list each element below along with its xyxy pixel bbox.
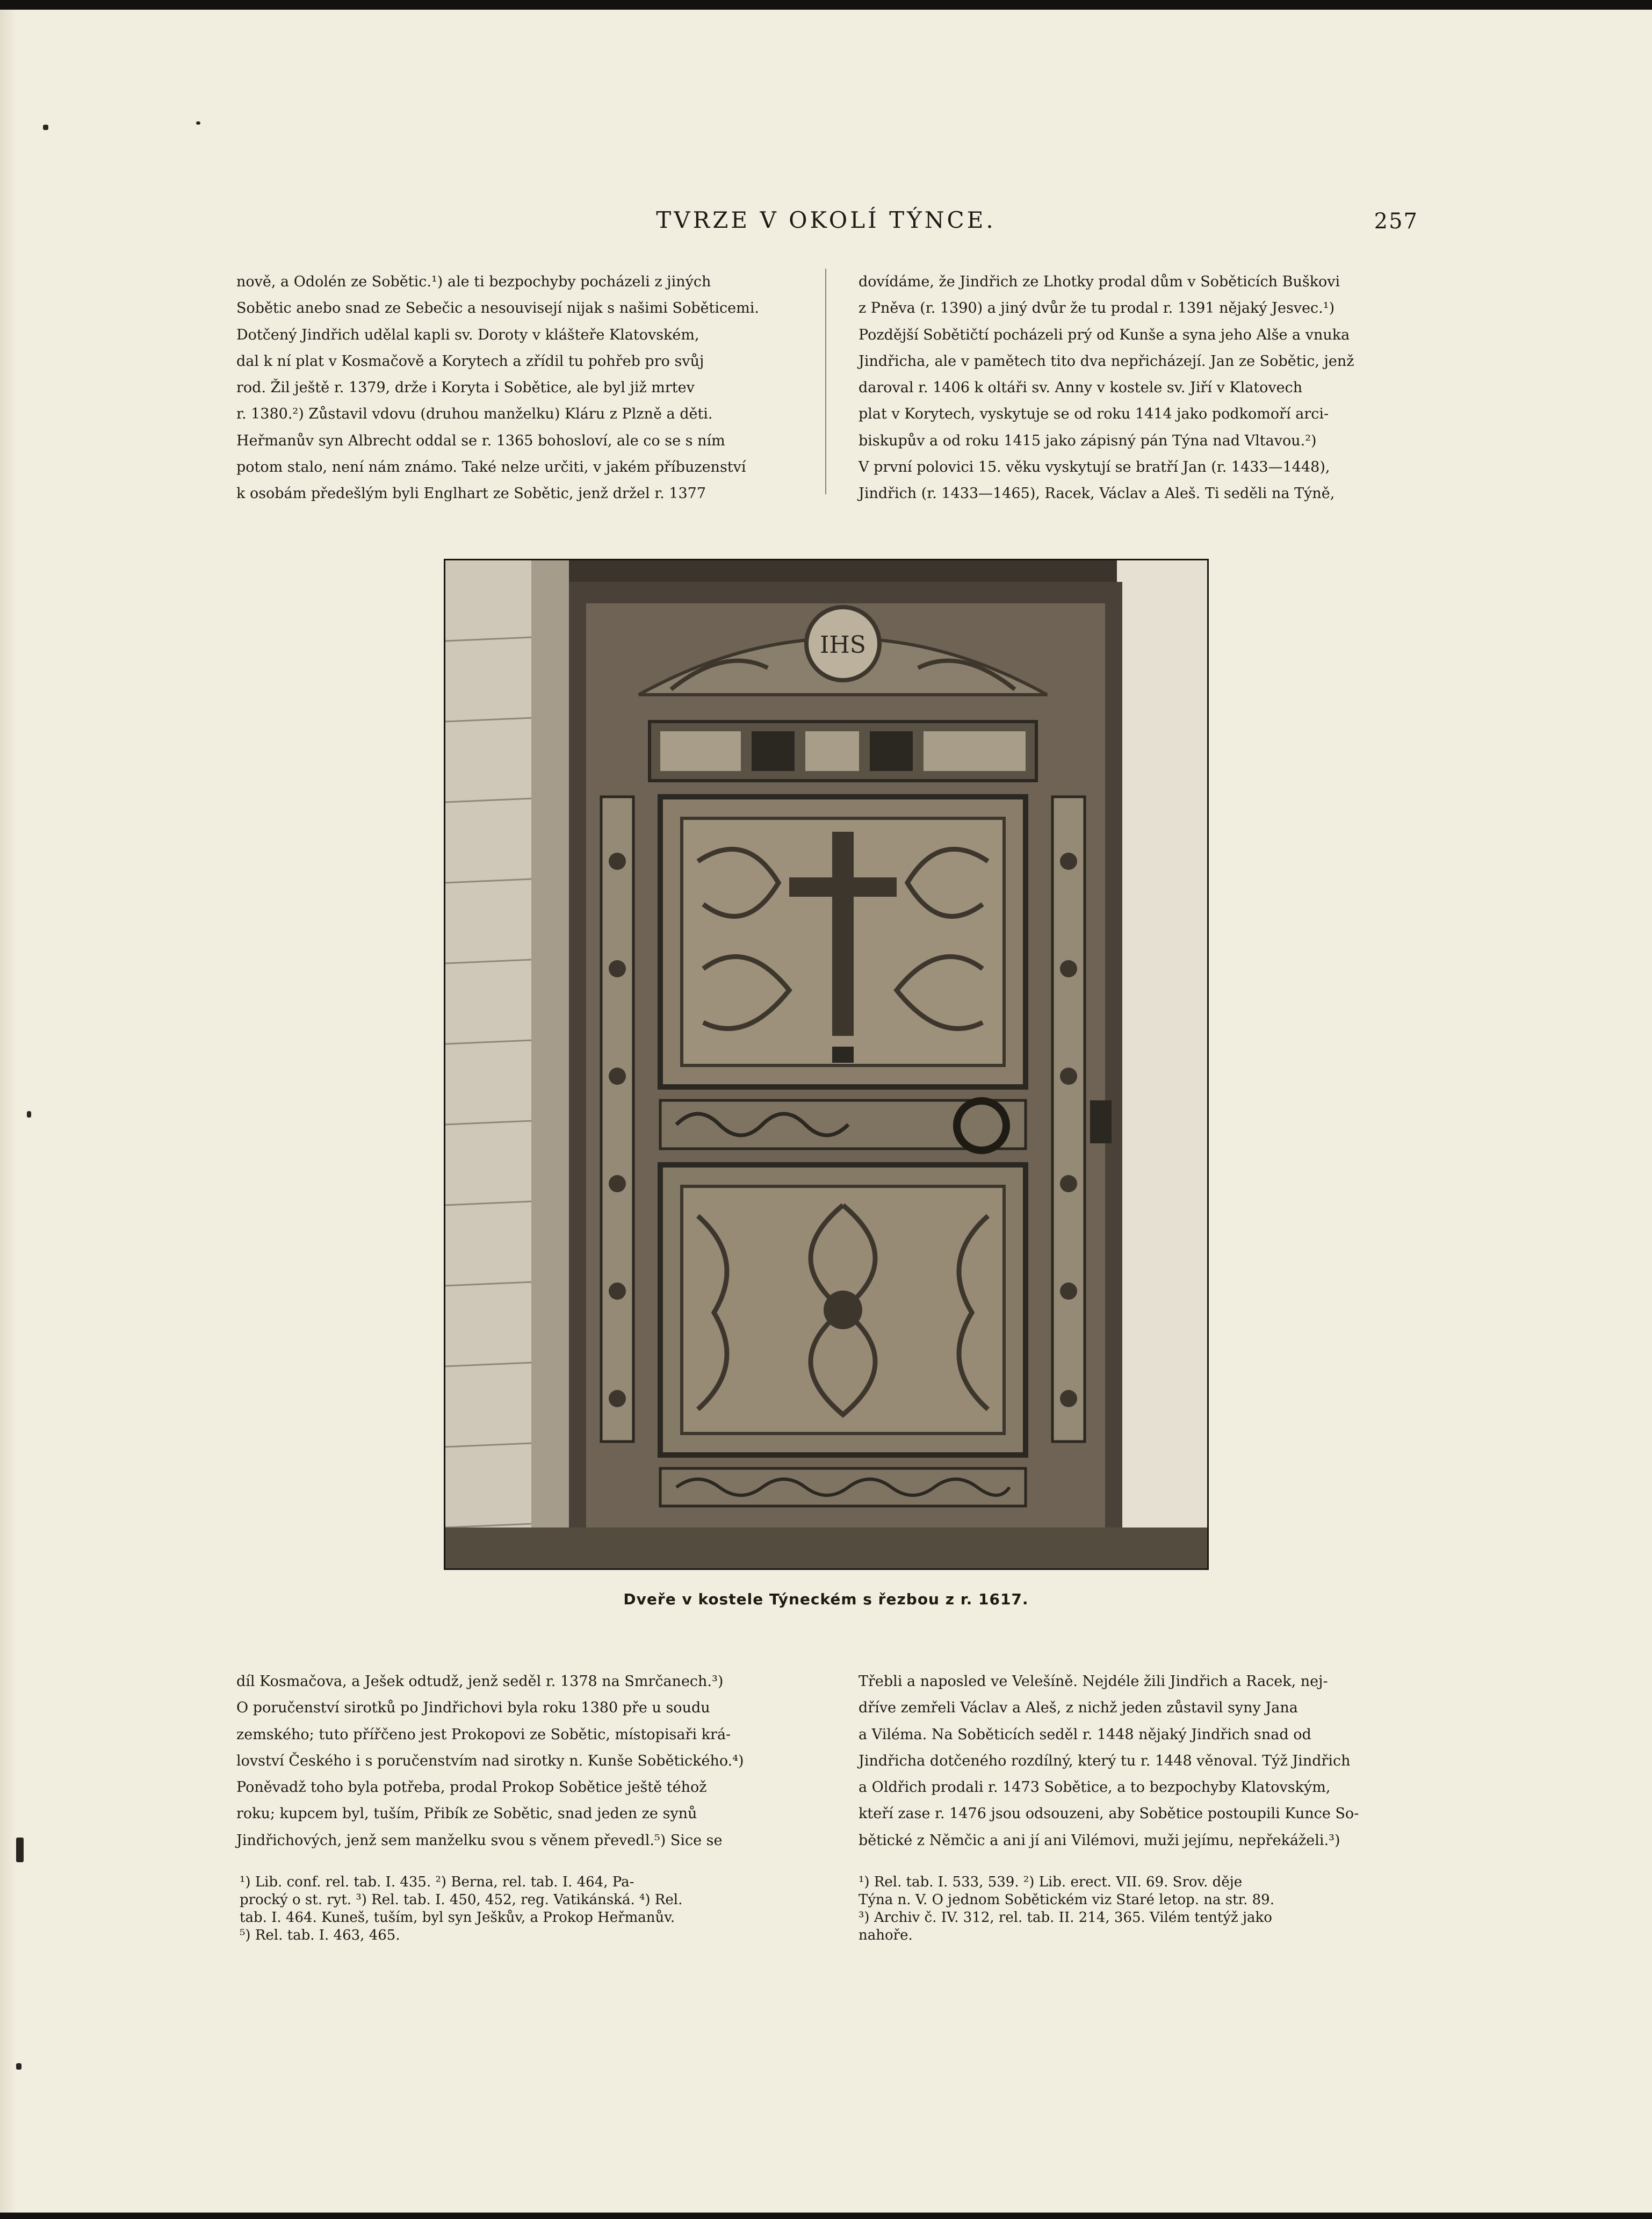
text-line: a Viléma. Na Soběticích seděl r. 1448 nějaký Jindřich snad od bbox=[859, 1726, 1311, 1743]
text-line: Sobětic anebo snad ze Sebečic a nesouvisejí nijak s našimi Soběticemi. bbox=[236, 300, 759, 317]
text-line: zemského; tuto přířčeno jest Prokopovi ze Sobětic, místopisaři krá- bbox=[236, 1726, 731, 1743]
text-column-bottom-left bbox=[236, 1668, 792, 1856]
footnote-line: ³) Archiv č. IV. 312, rel. tab. II. 214, 365. Vilém tentýž jako bbox=[859, 1910, 1272, 1926]
text-line: kteří zase r. 1476 jsou odsouzeni, aby Sobětice postoupili Kunce So- bbox=[859, 1805, 1359, 1822]
text-line: V první polovici 15. věku vyskytují se bratří Jan (r. 1433—1448), bbox=[859, 459, 1330, 476]
carved-door-illustration bbox=[445, 560, 1207, 1568]
footnote-line: tab. I. 464. Kuneš, tuším, byl syn Ješkův, a Prokop Heřmanův. bbox=[240, 1910, 675, 1926]
figure-caption: Dveře v kostele Týneckém s řezbou z r. 1617. bbox=[623, 1590, 1029, 1608]
text-line: Jindřichových, jenž sem manželku svou s věnem převedl.⁵) Sice se bbox=[236, 1832, 723, 1849]
text-line: r. 1380.²) Zůstavil vdovu (druhou manželku) Kláru z Plzně a děti. bbox=[236, 406, 713, 423]
threshold bbox=[445, 1528, 1207, 1568]
bottom-rail bbox=[660, 1468, 1026, 1506]
footnote-line: ⁵) Rel. tab. I. 463, 465. bbox=[240, 1927, 400, 1943]
text-line: dovídáme, že Jindřich ze Lhotky prodal dům v Soběticích Buškovi bbox=[859, 273, 1340, 290]
carved-cross bbox=[832, 832, 854, 1036]
text-line: dříve zemřeli Václav a Aleš, z nichž jeden zůstavil syny Jana bbox=[859, 1699, 1298, 1717]
scan-speck bbox=[43, 125, 48, 130]
text-line: daroval r. 1406 k oltáři sv. Anny v kostele sv. Jiří v Klatovech bbox=[859, 379, 1303, 397]
text-line: roku; kupcem byl, tuším, Přibík ze Sobětic, snad jeden ze synů bbox=[236, 1805, 697, 1822]
text-line: Jindřicha dotčeného rozdílný, který tu r. 1448 věnoval. Týž Jindřich bbox=[859, 1752, 1351, 1769]
footnotes-right bbox=[859, 1874, 1421, 1944]
door-photograph bbox=[444, 559, 1209, 1570]
page-gutter-shadow bbox=[0, 10, 16, 2213]
text-line: nově, a Odolén ze Sobětic.¹) ale ti bezpochyby pocházeli z jiných bbox=[236, 273, 711, 290]
text-line: Jindřicha, ale v pamětech tito dva nepřicházejí. Jan ze Sobětic, jenž bbox=[859, 352, 1354, 370]
text-line: Třebli a naposled ve Velešíně. Nejdéle žili Jindřich a Racek, nej- bbox=[859, 1673, 1328, 1690]
door-latch bbox=[1090, 1100, 1112, 1143]
footnote-line: Týna n. V. O jednom Sobětickém viz Staré letop. na str. 89. bbox=[859, 1892, 1274, 1908]
scan-speck bbox=[27, 1111, 31, 1118]
page-number: 257 bbox=[1374, 209, 1418, 234]
text-line: dal k ní plat v Kosmačově a Korytech a zřídil tu pohřeb pro svůj bbox=[236, 352, 704, 370]
text-column-bottom-right bbox=[859, 1668, 1421, 1856]
footnote-line: nahoře. bbox=[859, 1927, 913, 1943]
text-line: Jindřich (r. 1433—1465), Racek, Václav a Aleš. Ti seděli na Týně, bbox=[859, 485, 1335, 502]
scan-speck bbox=[16, 1838, 24, 1862]
text-line: k osobám předešlým byli Englhart ze Sobětic, jenž držel r. 1377 bbox=[236, 485, 706, 502]
monogram-text: IHS bbox=[820, 631, 866, 659]
text-line: a Oldřich prodali r. 1473 Sobětice, a to bezpochyby Klatovským, bbox=[859, 1779, 1331, 1796]
scan-speck bbox=[196, 121, 200, 125]
text-line: bětické z Němčic a ani jí ani Vilémovi, muži jejímu, nepřekáželi.³) bbox=[859, 1832, 1340, 1849]
running-head bbox=[236, 207, 1416, 239]
left-pilaster bbox=[601, 797, 633, 1442]
text-line: Pozdější Sobětičtí pocházeli prý od Kunše a syna jeho Alše a vnuka bbox=[859, 326, 1350, 343]
footnote-line: ¹) Rel. tab. I. 533, 539. ²) Lib. erect. VII. 69. Srov. děje bbox=[859, 1874, 1243, 1890]
plaster-wall bbox=[1117, 560, 1207, 1568]
scan-top-edge bbox=[0, 0, 1652, 10]
text-line: díl Kosmačova, a Ješek odtudž, jenž seděl r. 1378 na Smrčanech.³) bbox=[236, 1673, 724, 1690]
footnote-line: procký o st. ryt. ³) Rel. tab. I. 450, 452, reg. Vatikánská. ⁴) Rel. bbox=[240, 1892, 683, 1908]
footnotes-left bbox=[240, 1874, 793, 1944]
text-column-top-left bbox=[236, 269, 792, 508]
text-column-top-right bbox=[859, 269, 1421, 508]
text-line: potom stalo, není nám známo. Také nelze určiti, v jakém příbuzenství bbox=[236, 459, 746, 476]
text-line: biskupův a od roku 1415 jako zápisný pán Týna nad Vltavou.²) bbox=[859, 432, 1317, 449]
text-line: lovství Českého i s poručenstvím nad sirotky n. Kunše Sobětického.⁴) bbox=[236, 1752, 744, 1769]
scan-speck bbox=[16, 2063, 21, 2070]
page-title: TVRZE V OKOLÍ TÝNCE. bbox=[656, 207, 996, 233]
text-line: Heřmanův syn Albrecht oddal se r. 1365 bohosloví, ale co se s ním bbox=[236, 432, 725, 449]
text-line: z Pněva (r. 1390) a jiný dvůr že tu prodal r. 1391 nějaký Jesvec.¹) bbox=[859, 300, 1335, 317]
text-line: rod. Žil ještě r. 1379, drže i Koryta i Sobětice, ale byl již mrtev bbox=[236, 379, 695, 397]
text-line: Dotčený Jindřich udělal kapli sv. Doroty v klášteře Klatovském, bbox=[236, 326, 699, 343]
scan-bottom-edge bbox=[0, 2213, 1652, 2219]
text-line: Poněvadž toho byla potřeba, prodal Prokop Sobětice ještě téhož bbox=[236, 1779, 707, 1796]
column-divider bbox=[825, 269, 826, 494]
footnote-line: ¹) Lib. conf. rel. tab. I. 435. ²) Berna, rel. tab. I. 464, Pa- bbox=[240, 1874, 634, 1890]
text-line: O poručenství sirotků po Jindřichovi byla roku 1380 pře u soudu bbox=[236, 1699, 710, 1717]
right-pilaster bbox=[1052, 797, 1085, 1442]
text-line: plat v Korytech, vyskytuje se od roku 1414 jako podkomoří arci- bbox=[859, 406, 1329, 423]
